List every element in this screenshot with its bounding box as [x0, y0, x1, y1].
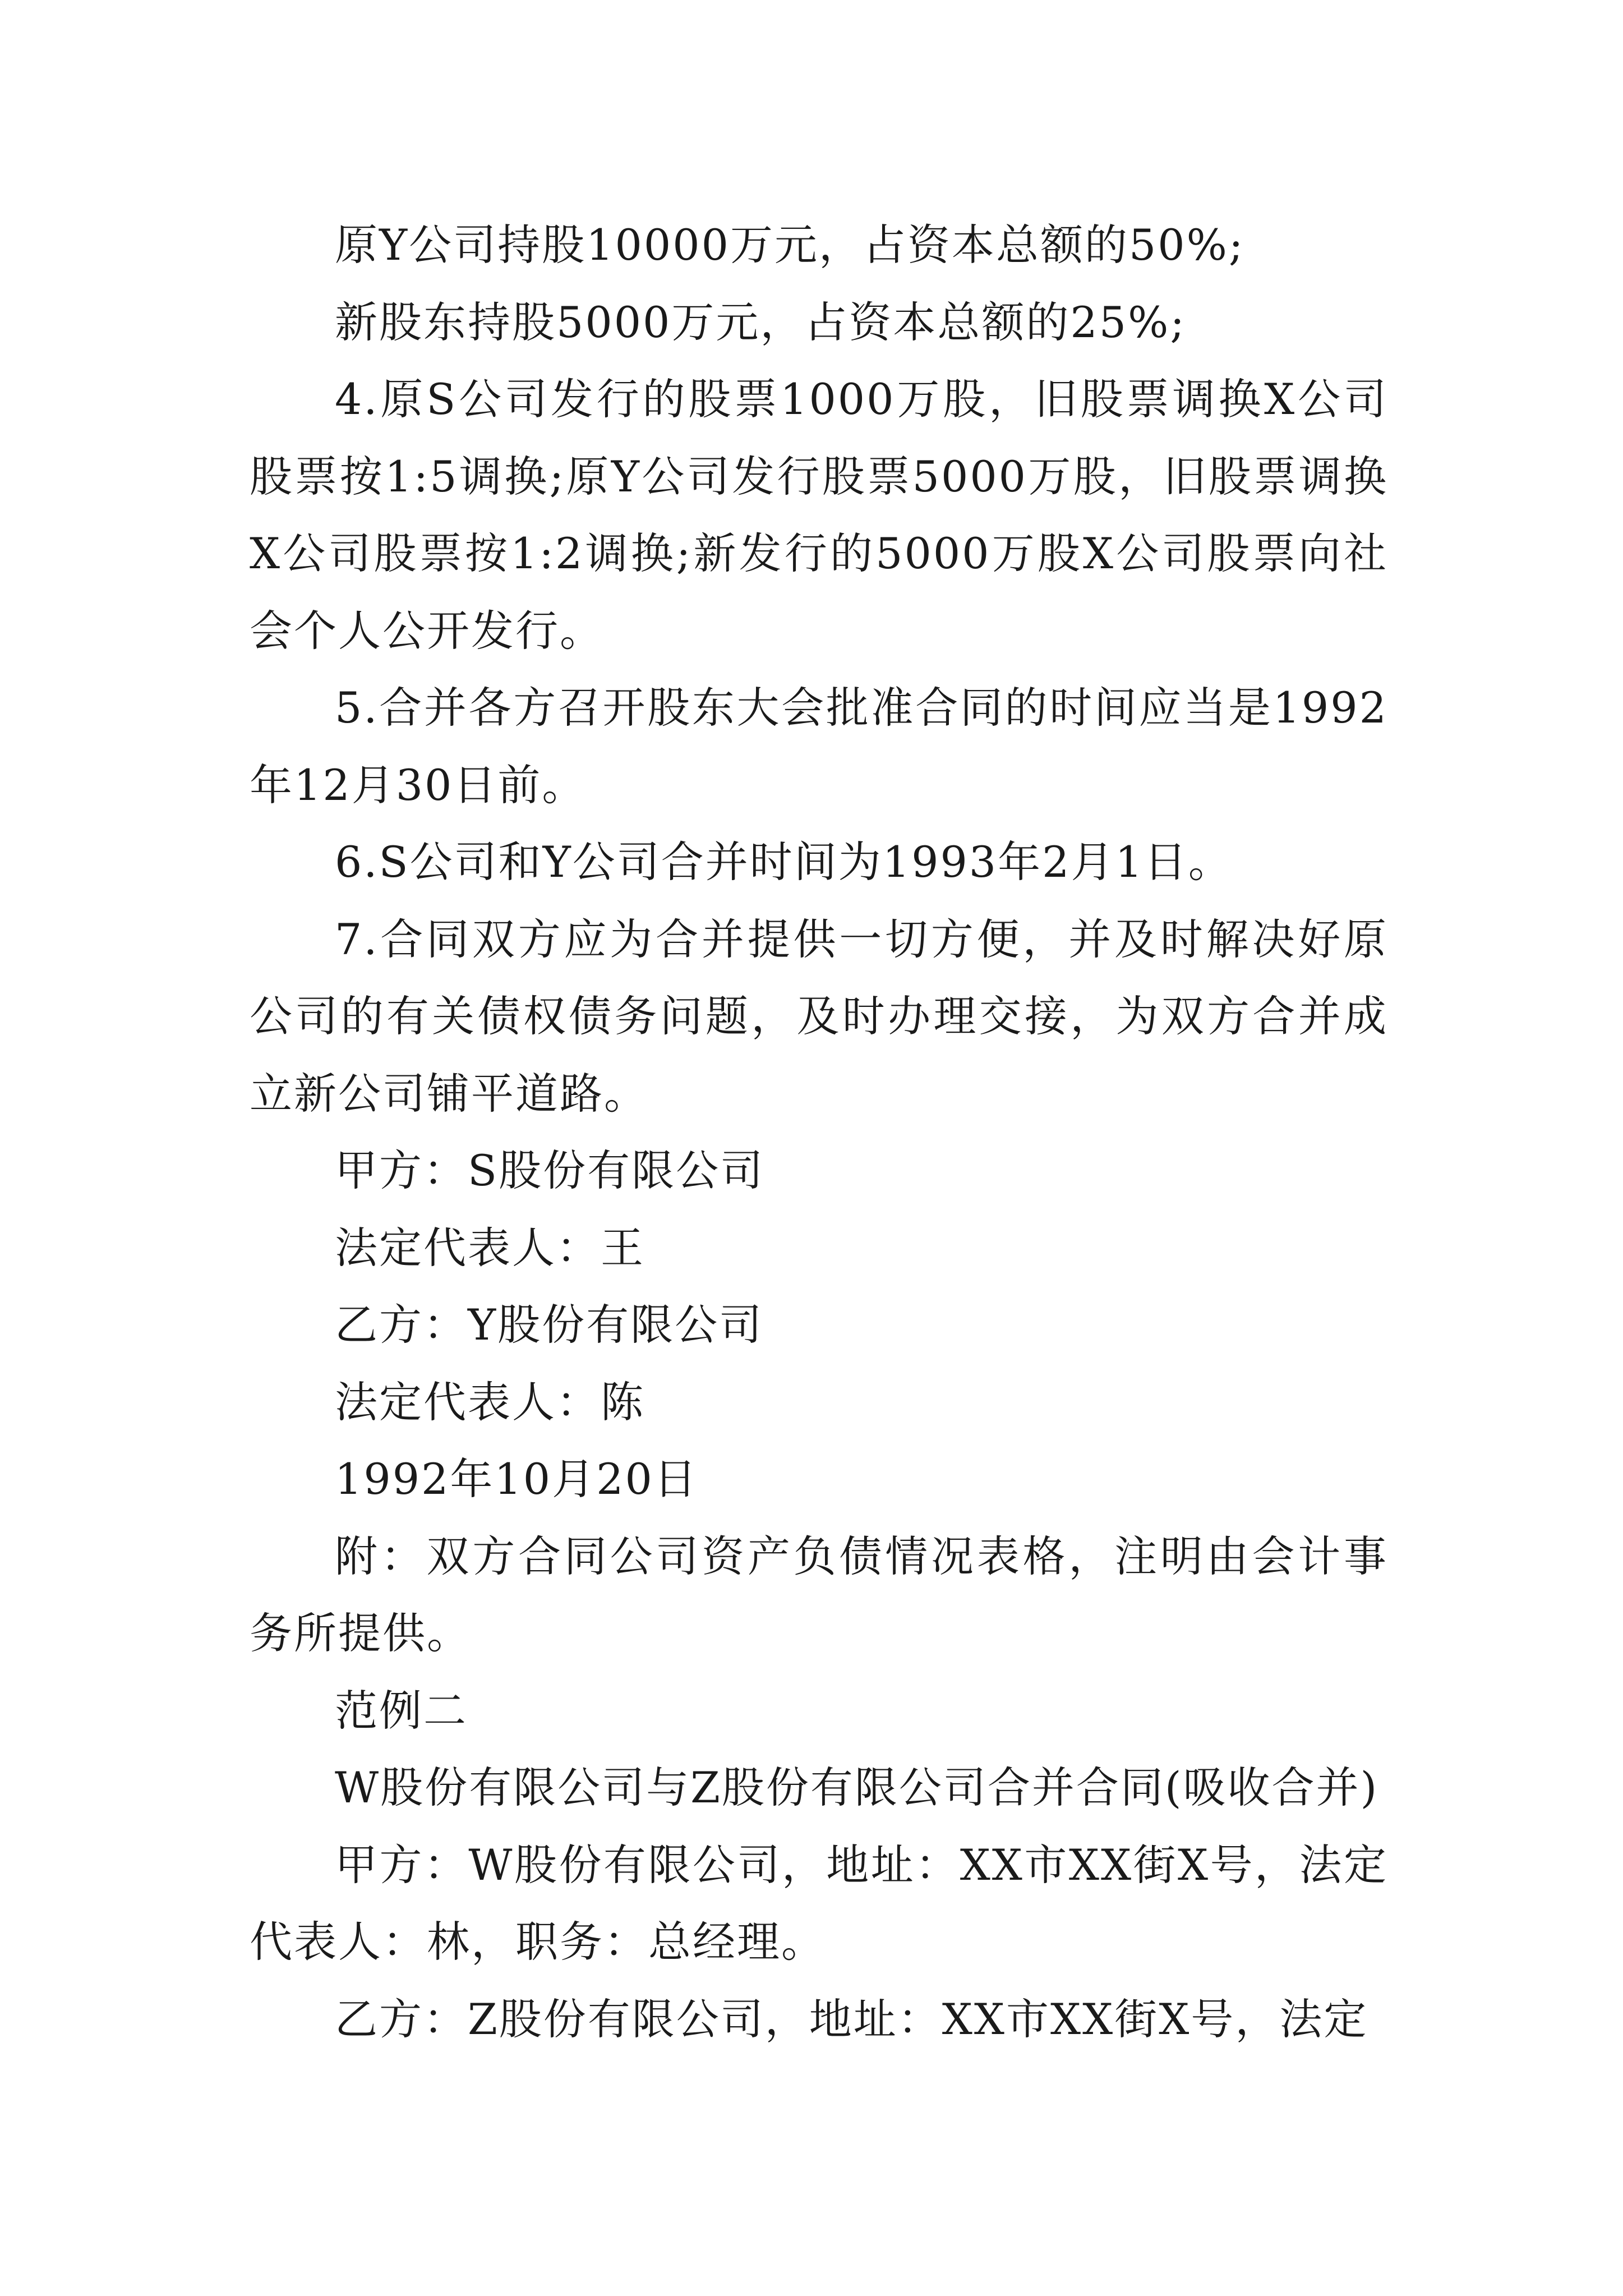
paragraph-clause-5: 5.合并各方召开股东大会批准合同的时间应当是1992年12月30日前。: [250, 683, 1388, 810]
paragraph-clause-6: 6.S公司和Y公司合并时间为1993年2月1日。: [335, 837, 1233, 887]
example-two-heading: 范例二: [335, 1685, 468, 1736]
example-two-title: W股份有限公司与Z股份有限公司合并合同(吸收合并): [335, 1763, 1379, 1812]
party-a-line: 甲方：S股份有限公司: [335, 1145, 765, 1195]
paragraph-clause-4: 4.原S公司发行的股票1000万股，旧股票调换X公司股票按1:5调换;原Y公司发行股票5000万股，旧股票调换X公司股票按1:2调换;新发行的5000万股X公司股票向社会个人公开发行。: [250, 374, 1388, 656]
party-b-line: 乙方：Y股份有限公司: [335, 1300, 764, 1350]
attachment-note: 附：双方合同公司资产负债情况表格，注明由会计事务所提供。: [250, 1531, 1388, 1658]
party-a-representative: 法定代表人：王: [335, 1222, 645, 1273]
party-b-representative: 法定代表人：陈: [335, 1377, 645, 1427]
example-two-party-a: 甲方：W股份有限公司，地址：XX市XX街X号，法定代表人：林，职务：总经理。: [250, 1839, 1388, 1967]
paragraph-y-company-shares: 原Y公司持股10000万元，占资本总额的50%;: [335, 220, 1245, 270]
example-two-party-b: 乙方：Z股份有限公司，地址：XX市XX街X号，法定: [335, 1994, 1368, 2044]
document-body: [250, 206, 1388, 2058]
paragraph-clause-7: 7.合同双方应为合并提供一切方便，并及时解决好原公司的有关债权债务问题，及时办理交接，为双方合并成立新公司铺平道路。: [250, 914, 1388, 1119]
signing-date: 1992年10月20日: [335, 1454, 698, 1504]
paragraph-new-shareholders: 新股东持股5000万元，占资本总额的25%;: [335, 297, 1186, 347]
